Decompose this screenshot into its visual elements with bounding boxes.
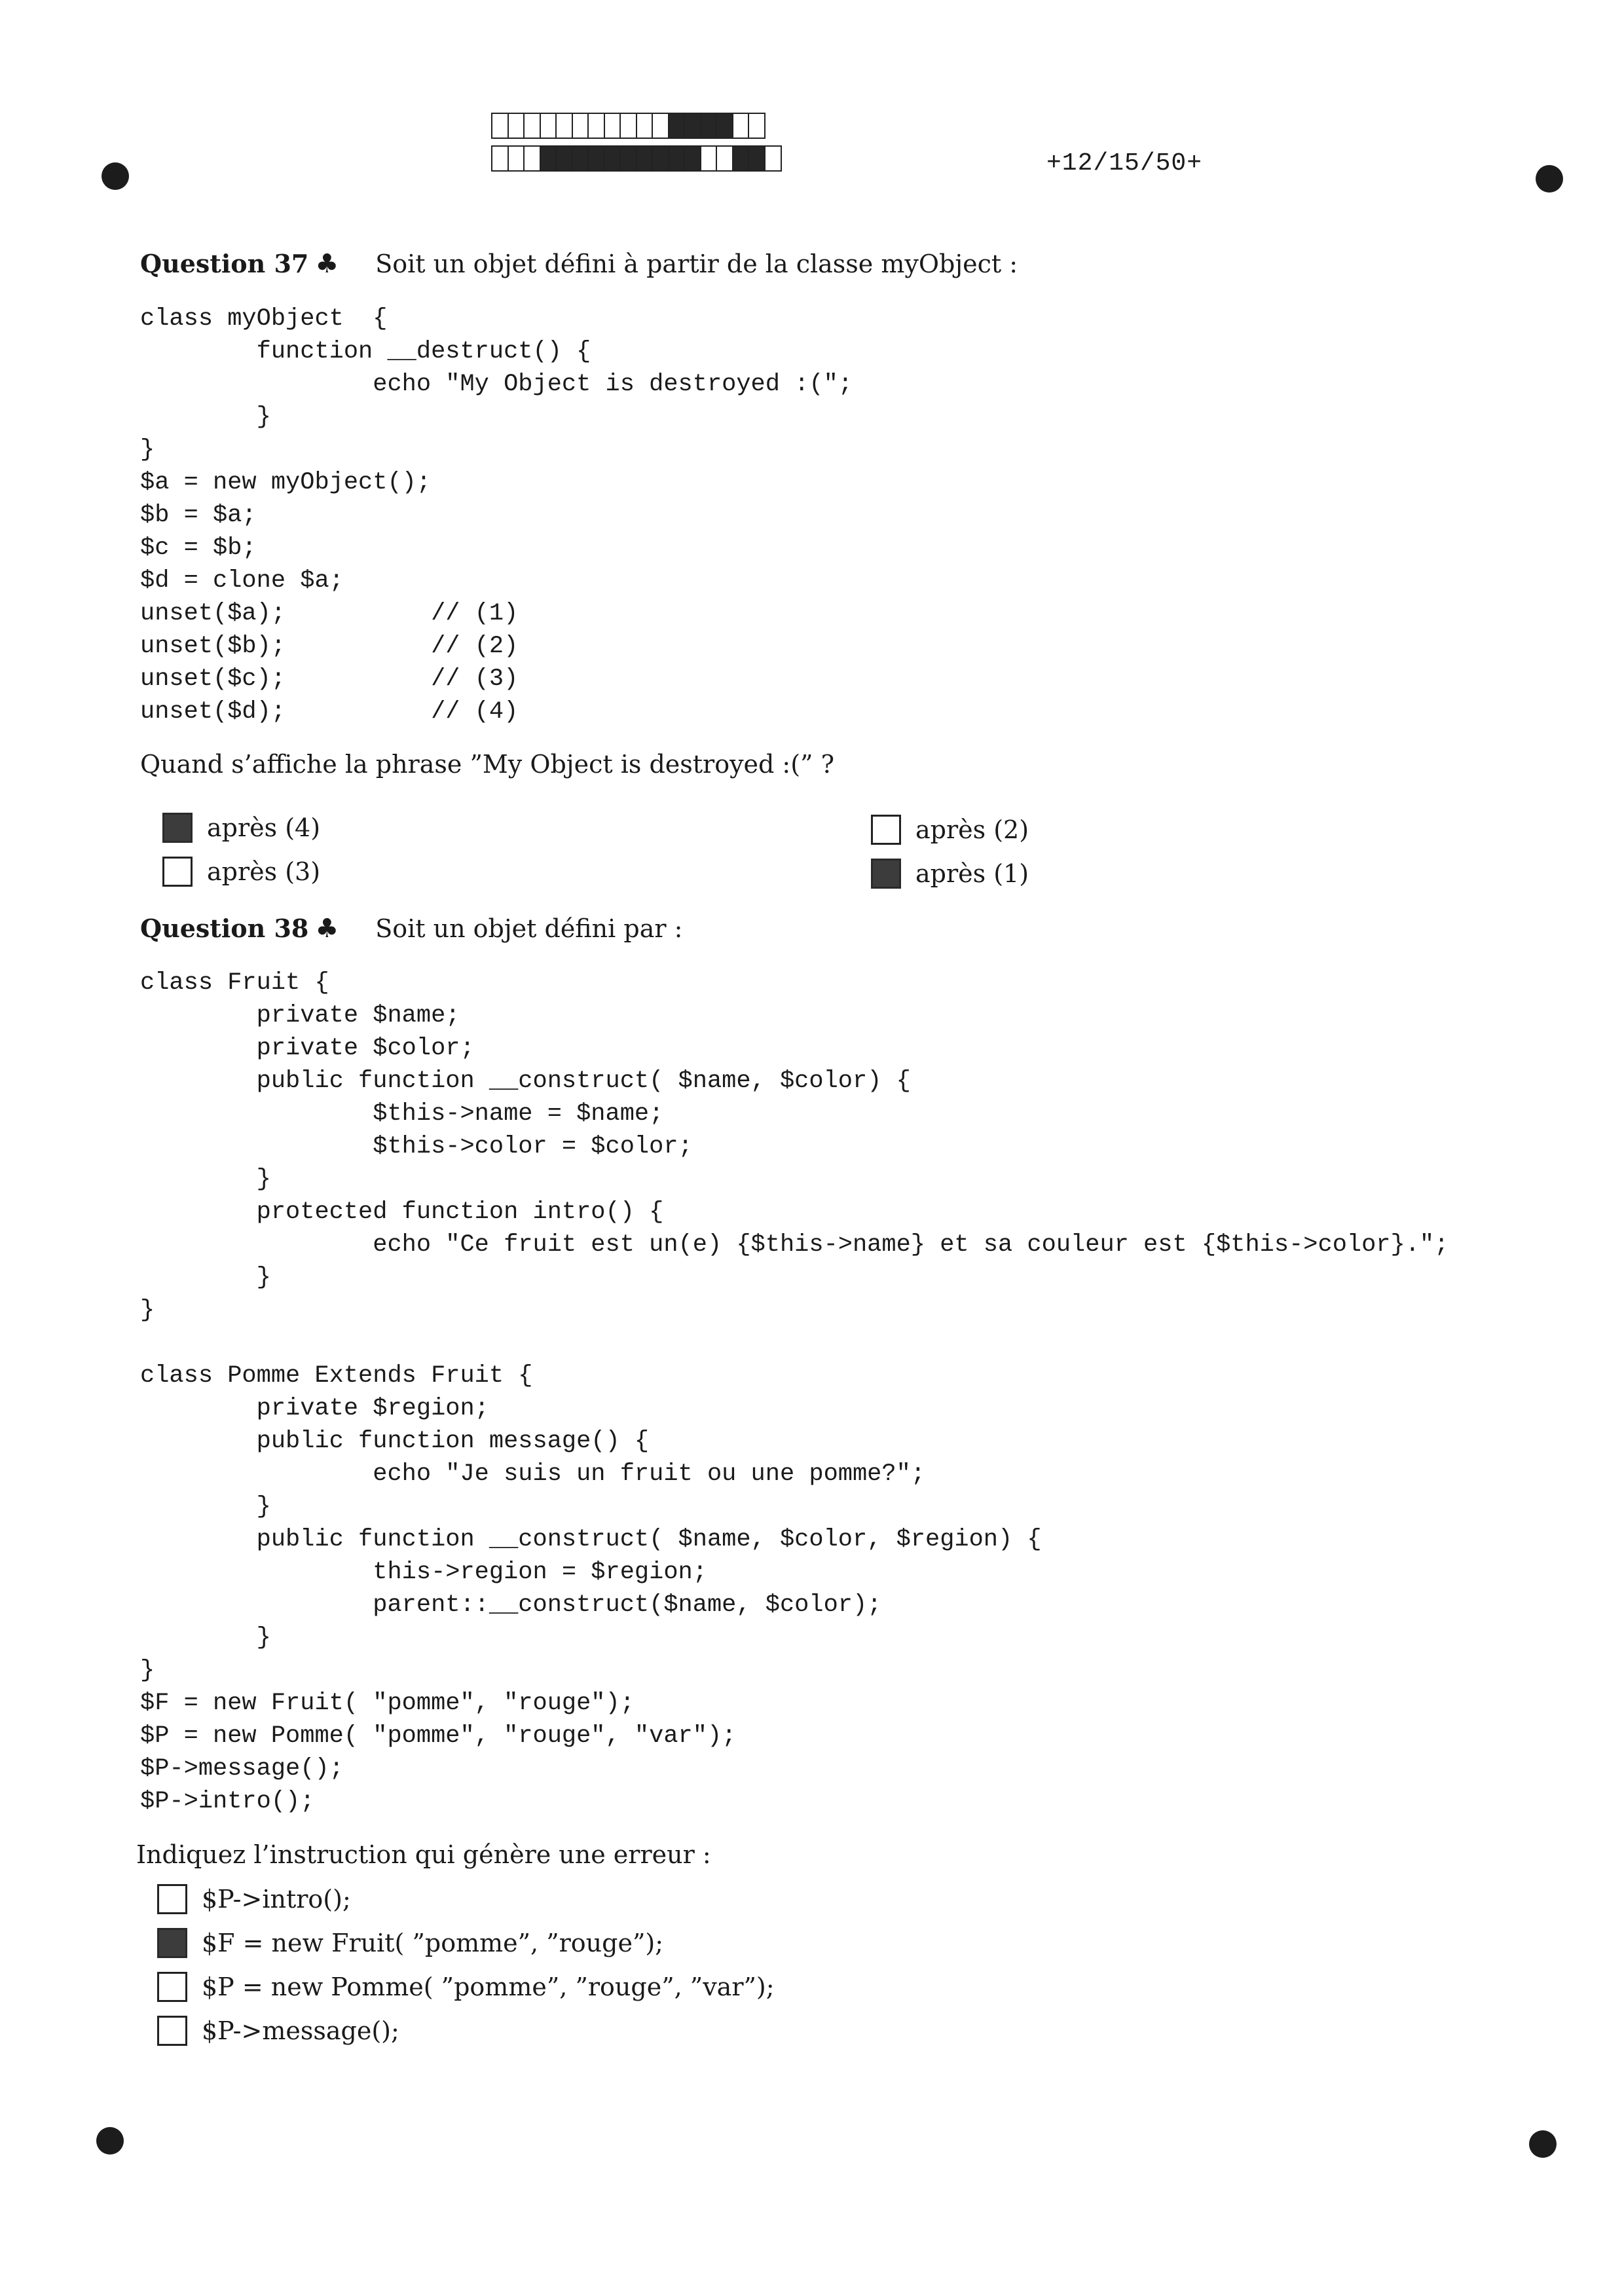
id-code-cell (748, 145, 766, 172)
question-37-code: class myObject { function __destruct() { echo "My Object is destroyed :("; } } $a = new myObject(); $b = $a; $c = $b; $d = clone $a; unset($a); // (1) unset($b); // (2) unset($c); // (3) unset($d); // (4) (140, 305, 853, 726)
id-code-cell (572, 113, 589, 139)
id-code-cell (700, 145, 718, 172)
answer-option[interactable] (871, 856, 1029, 891)
answer-checkbox[interactable] (871, 815, 901, 845)
id-code-cell (636, 145, 654, 172)
answer-option[interactable] (157, 2013, 399, 2048)
id-code-cell (716, 145, 733, 172)
id-code-cell (507, 145, 525, 172)
registration-mark-top-left (101, 162, 129, 190)
answer-option[interactable] (157, 1969, 775, 2005)
id-code-cell (587, 145, 605, 172)
id-code-cell (523, 113, 541, 139)
id-code-cell (748, 113, 766, 139)
answer-option[interactable] (157, 1925, 663, 1961)
id-code-cell (716, 113, 733, 139)
id-code-cell (604, 113, 621, 139)
id-code-cell (764, 145, 782, 172)
answer-checkbox[interactable] (162, 813, 193, 843)
question-text: Soit un objet défini par : (375, 914, 683, 943)
id-code-cell (684, 145, 701, 172)
id-code-cell (491, 113, 509, 139)
id-code-cell (491, 145, 509, 172)
registration-mark-bottom-right (1529, 2130, 1557, 2158)
id-code-cell (668, 113, 686, 139)
answer-option[interactable] (162, 810, 320, 845)
page-id: +12/15/50+ (1046, 149, 1203, 177)
id-code-cell (619, 113, 637, 139)
answer-option[interactable] (162, 854, 320, 889)
answer-label: après (1) (915, 859, 1029, 888)
answer-label: $P->message(); (202, 2016, 399, 2045)
answer-checkbox[interactable] (157, 1972, 187, 2002)
answer-option[interactable] (871, 812, 1029, 847)
registration-mark-top-right (1536, 165, 1563, 193)
id-code-cell (540, 145, 557, 172)
club-icon: ♣ (315, 914, 339, 944)
id-code-cell (652, 113, 669, 139)
answer-label: $P->intro(); (202, 1885, 351, 1914)
registration-mark-bottom-left (96, 2127, 124, 2155)
id-code-cell (668, 145, 686, 172)
sheet-id-code-row-top (491, 113, 764, 139)
answer-label: après (2) (915, 815, 1029, 844)
question-37-header (140, 249, 1018, 279)
answer-option[interactable] (157, 1881, 351, 1917)
answer-checkbox[interactable] (157, 2016, 187, 2046)
question-38-header (140, 914, 682, 944)
answer-checkbox[interactable] (871, 859, 901, 889)
question-37-prompt: Quand s’affiche la phrase ”My Object is destroyed :(” ? (140, 750, 834, 779)
answer-checkbox[interactable] (157, 1884, 187, 1914)
question-text: Soit un objet défini à partir de la classe myObject : (375, 250, 1018, 278)
id-code-cell (523, 145, 541, 172)
sheet-id-code-row-bottom (491, 145, 780, 172)
id-code-cell (732, 145, 750, 172)
id-code-cell (555, 113, 573, 139)
id-code-cell (732, 113, 750, 139)
question-38-prompt: Indiquez l’instruction qui génère une erreur : (136, 1840, 711, 1869)
question-number: Question 38 (140, 914, 309, 943)
question-number: Question 37 (140, 249, 309, 278)
answer-label: après (3) (207, 857, 321, 886)
answer-label: $F = new Fruit( ”pomme”, ”rouge”); (202, 1929, 664, 1957)
id-code-cell (507, 113, 525, 139)
answer-checkbox[interactable] (162, 857, 193, 887)
answer-label: $P = new Pomme( ”pomme”, ”rouge”, ”var”); (202, 1972, 775, 2001)
answer-checkbox[interactable] (157, 1928, 187, 1958)
id-code-cell (540, 113, 557, 139)
club-icon: ♣ (315, 249, 339, 279)
id-code-cell (684, 113, 701, 139)
id-code-cell (636, 113, 654, 139)
id-code-cell (555, 145, 573, 172)
id-code-cell (652, 145, 669, 172)
id-code-cell (619, 145, 637, 172)
answer-label: après (4) (207, 813, 321, 842)
id-code-cell (700, 113, 718, 139)
id-code-cell (587, 113, 605, 139)
id-code-cell (604, 145, 621, 172)
id-code-cell (572, 145, 589, 172)
question-38-code: class Fruit { private $name; private $color; public function __construct( $name, $color) { $this->name = $name; $this->color = $color; } protected function intro() { echo "Ce fruit est un(e) {$this->name} et sa couleur est {$this->color}."; } } class Pomme Extends Fruit { private $region; public function message() { echo "Je suis un fruit ou une pomme?"; } public function __construct( $name, $color, $region) { this->region = $region; parent::__construct($name, $color); } } $F = new Fruit( "pomme", "rouge"); $P = new Pomme( "pomme", "rouge", "var"); $P->message(); $P->intro(); (140, 969, 1449, 1815)
